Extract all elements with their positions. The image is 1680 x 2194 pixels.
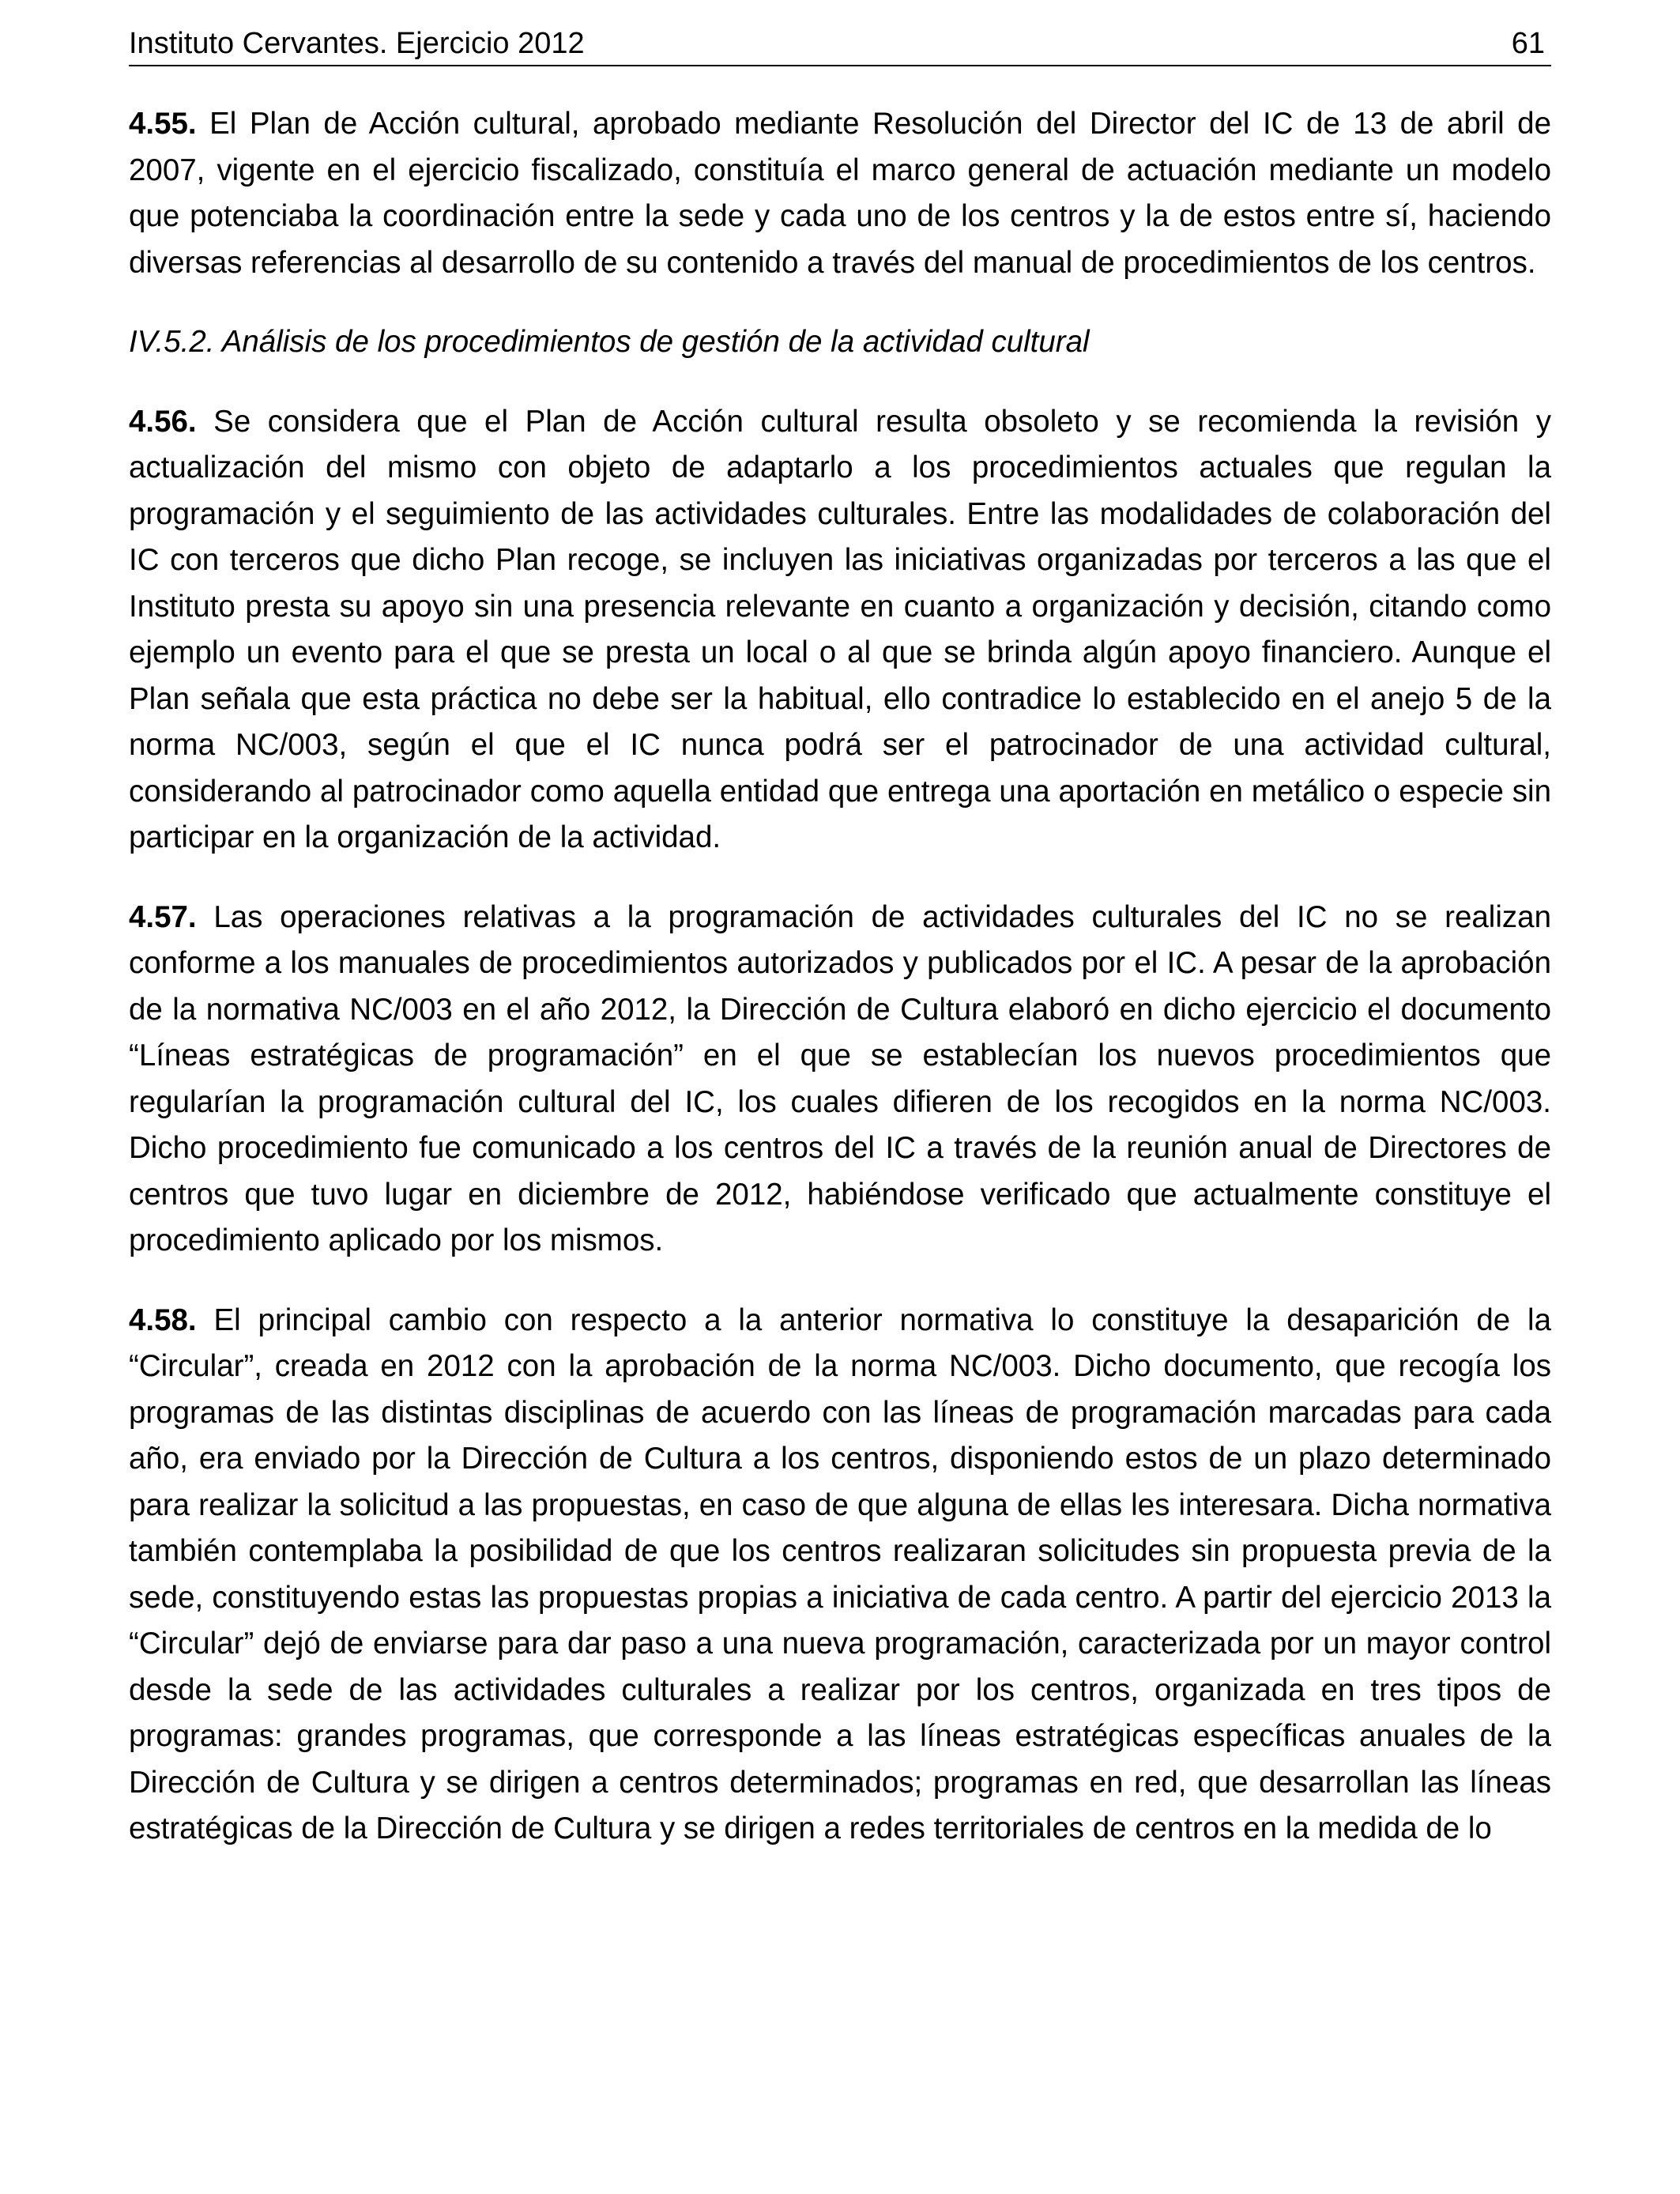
body-text xyxy=(129,101,1551,1853)
paragraph-4-58 xyxy=(129,1298,1551,1853)
paragraph-text: Se considera que el Plan de Acción cultural resulta obsoleto y se recomienda la revisión y actualización del mismo con objeto de adaptarlo a los procedimientos actuales que regulan la programación y el seguimiento de las actividades culturales. Entre las modalidades de colaboración del IC con terceros que dicho Plan recoge, se incluyen las iniciativas organizadas por terceros a las que el Instituto presta su apoyo sin una presencia relevante en cuanto a organización y decisión, citando como ejemplo un evento para el que se presta un local o al que se brinda algún apoyo financiero. Aunque el Plan señala que esta práctica no debe ser la habitual, ello contradice lo establecido en el anejo 5 de la norma NC/003, según el que el IC nunca podrá ser el patrocinador de una actividad cultural, considerando al patrocinador como aquella entidad que entrega una aportación en metálico o especie sin participar en la organización de la actividad. xyxy=(129,404,1551,854)
paragraph-4-57 xyxy=(129,895,1551,1265)
paragraph-number: 4.58. xyxy=(129,1302,197,1337)
document-page xyxy=(129,0,1551,2194)
paragraph-number: 4.57. xyxy=(129,899,197,934)
paragraph-text: El Plan de Acción cultural, aprobado mediante Resolución del Director del IC de 13 de abril de 2007, vigente en el ejercicio fiscalizado, constituía el marco general de actuación mediante un modelo que potenciaba la coordinación entre la sede y cada uno de los centros y la de estos entre sí, haciendo diversas referencias al desarrollo de su contenido a través del manual de procedimientos de los centros. xyxy=(129,107,1551,280)
paragraph-number: 4.55. xyxy=(129,107,197,141)
paragraph-4-56 xyxy=(129,399,1551,861)
header-title: Instituto Cervantes. Ejercicio 2012 xyxy=(129,27,585,60)
paragraph-number: 4.56. xyxy=(129,404,197,439)
paragraph-text: El principal cambio con respecto a la anterior normativa lo constituye la desaparición de la “Circular”, creada en 2012 con la aprobación de la norma NC/003. Dicho documento, que recogía los programas de las distintas disciplinas de acuerdo con las líneas de programación marcadas para cada año, era enviado por la Dirección de Cultura a los centros, disponiendo estos de un plazo determinado para realizar la solicitud a las propuestas, en caso de que alguna de ellas les interesara. Dicha normativa también contemplaba la posibilidad de que los centros realizaran solicitudes sin propuesta previa de la sede, constituyendo estas las propuestas propias a iniciativa de cada centro. A partir del ejercicio 2013 la “Circular” dejó de enviarse para dar paso a una nueva programación, caracterizada por un mayor control desde la sede de las actividades culturales a realizar por los centros, organizada en tres tipos de programas: grandes programas, que corresponde a las líneas estratégicas específicas anuales de la Dirección de Cultura y se dirigen a centros determinados; programas en red, que desarrollan las líneas estratégicas de la Dirección de Cultura y se dirigen a redes territoriales de centros en la medida de lo xyxy=(129,1302,1551,1845)
section-heading: IV.5.2. Análisis de los procedimientos de gestión de la actividad cultural xyxy=(129,325,1090,359)
page-number: 61 xyxy=(1511,27,1545,60)
paragraph-4-55 xyxy=(129,101,1551,286)
paragraph-text: Las operaciones relativas a la programación de actividades culturales del IC no se realizan conforme a los manuales de procedimientos autorizados y publicados por el IC. A pesar de la aprobación de la normativa NC/003 en el año 2012, la Dirección de Cultura elaboró en dicho ejercicio el documento “Líneas estratégicas de programación” en el que se establecían los nuevos procedimientos que regularían la programación cultural del IC, los cuales difieren de los recogidos en la norma NC/003. Dicho procedimiento fue comunicado a los centros del IC a través de la reunión anual de Directores de centros que tuvo lugar en diciembre de 2012, habiéndose verificado que actualmente constituye el procedimiento aplicado por los mismos. xyxy=(129,899,1551,1257)
running-header xyxy=(129,24,1551,66)
